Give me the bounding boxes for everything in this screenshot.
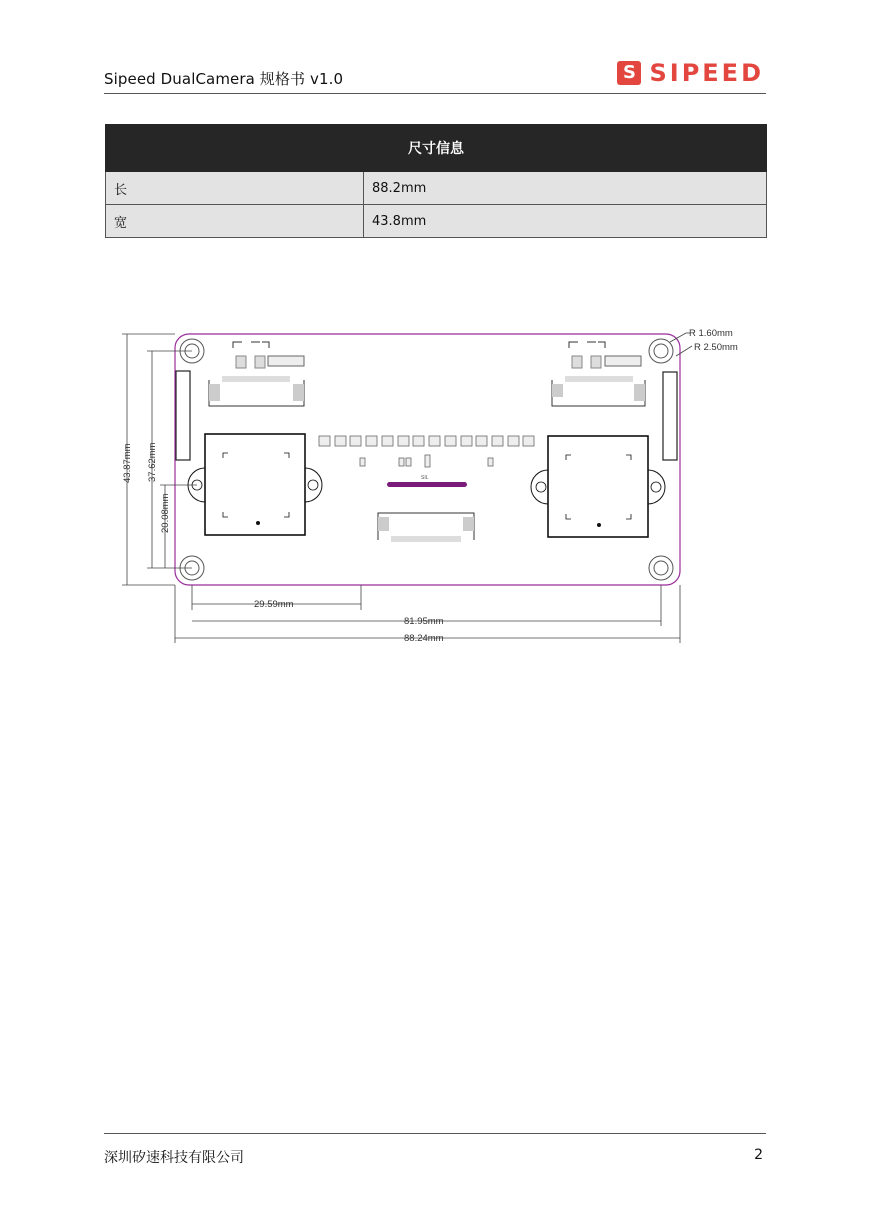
left-side-connector [176,371,190,460]
logo-text: SIPEED [649,59,764,87]
row-value: 43.8mm [364,205,767,238]
dim-width-full: 88.24mm [404,633,444,644]
page-footer [104,1133,766,1173]
silk-bar [387,482,467,487]
right-side-connector [663,372,677,460]
radius-label-inner: R 1.60mm [689,328,733,339]
document-title: Sipeed DualCamera 规格书 v1.0 [104,70,344,88]
radius-label-outer: R 2.50mm [694,342,738,353]
company-name: 深圳矽速科技有限公司 [104,1150,244,1166]
dim-height-inner: 20.08mm [160,493,171,533]
page-number: 2 [754,1147,763,1163]
logo-mark-icon: S [617,61,641,85]
row-key: 宽 [106,205,364,238]
dim-width-short: 29.59mm [254,599,294,610]
row-key: 长 [106,172,364,205]
dim-height-mid: 37.62mm [147,442,158,482]
silk-label: SIL [421,475,429,481]
table-heading: 尺寸信息 [106,125,767,172]
dim-height-outer: 43.87mm [122,443,133,483]
dim-width-mid: 81.95mm [404,616,444,627]
row-value: 88.2mm [364,172,767,205]
